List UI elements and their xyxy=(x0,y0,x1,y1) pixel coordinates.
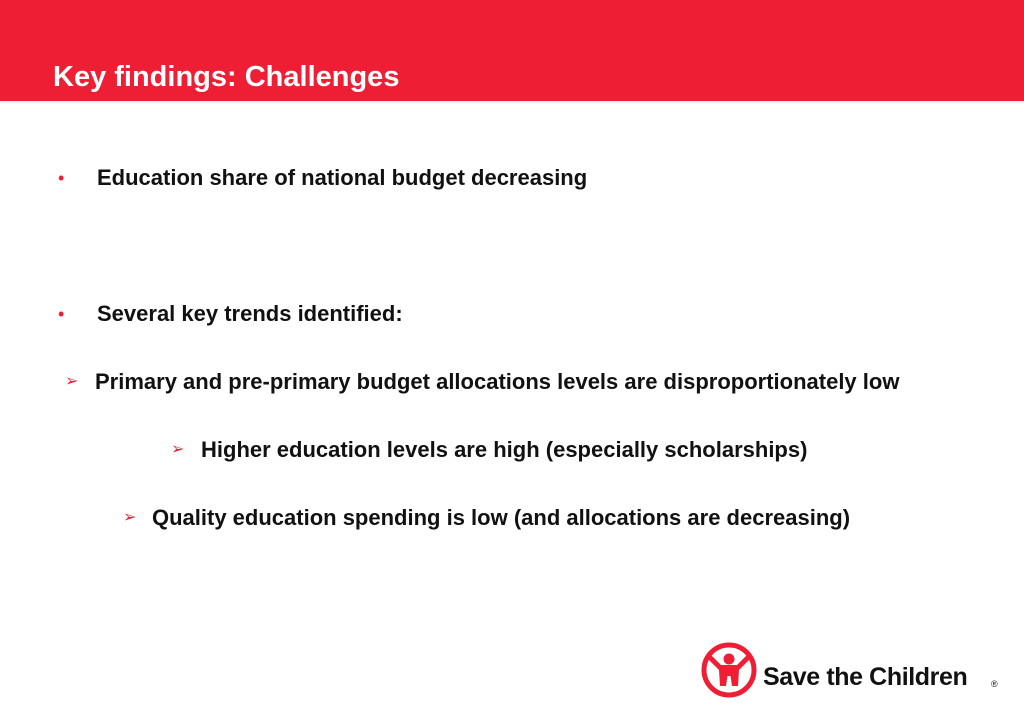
bullet-education-share: Education share of national budget decreasing xyxy=(97,165,588,190)
bullet-marker: • xyxy=(58,168,65,188)
logo-wordmark: Save the Children xyxy=(763,663,968,691)
save-the-children-logo xyxy=(701,640,1001,700)
subitem-higher-education: Higher education levels are high (especially scholarships) xyxy=(201,437,808,462)
subitem-primary-allocations: Primary and pre-primary budget allocations levels are disproportionately low xyxy=(95,369,900,394)
registered-mark: ® xyxy=(991,679,998,689)
header-divider xyxy=(0,101,1024,105)
bullet-key-trends: Several key trends identified: xyxy=(97,301,403,326)
arrow-bullet-icon: ➢ xyxy=(65,373,79,390)
child-figure-icon xyxy=(701,642,757,698)
subitem-quality-education: Quality education spending is low (and allocations are decreasing) xyxy=(152,505,851,530)
arrow-bullet-icon: ➢ xyxy=(123,509,137,526)
bullet-marker: • xyxy=(58,304,65,324)
arrow-bullet-icon: ➢ xyxy=(171,441,185,458)
slide-title: Key findings: Challenges xyxy=(53,61,400,93)
